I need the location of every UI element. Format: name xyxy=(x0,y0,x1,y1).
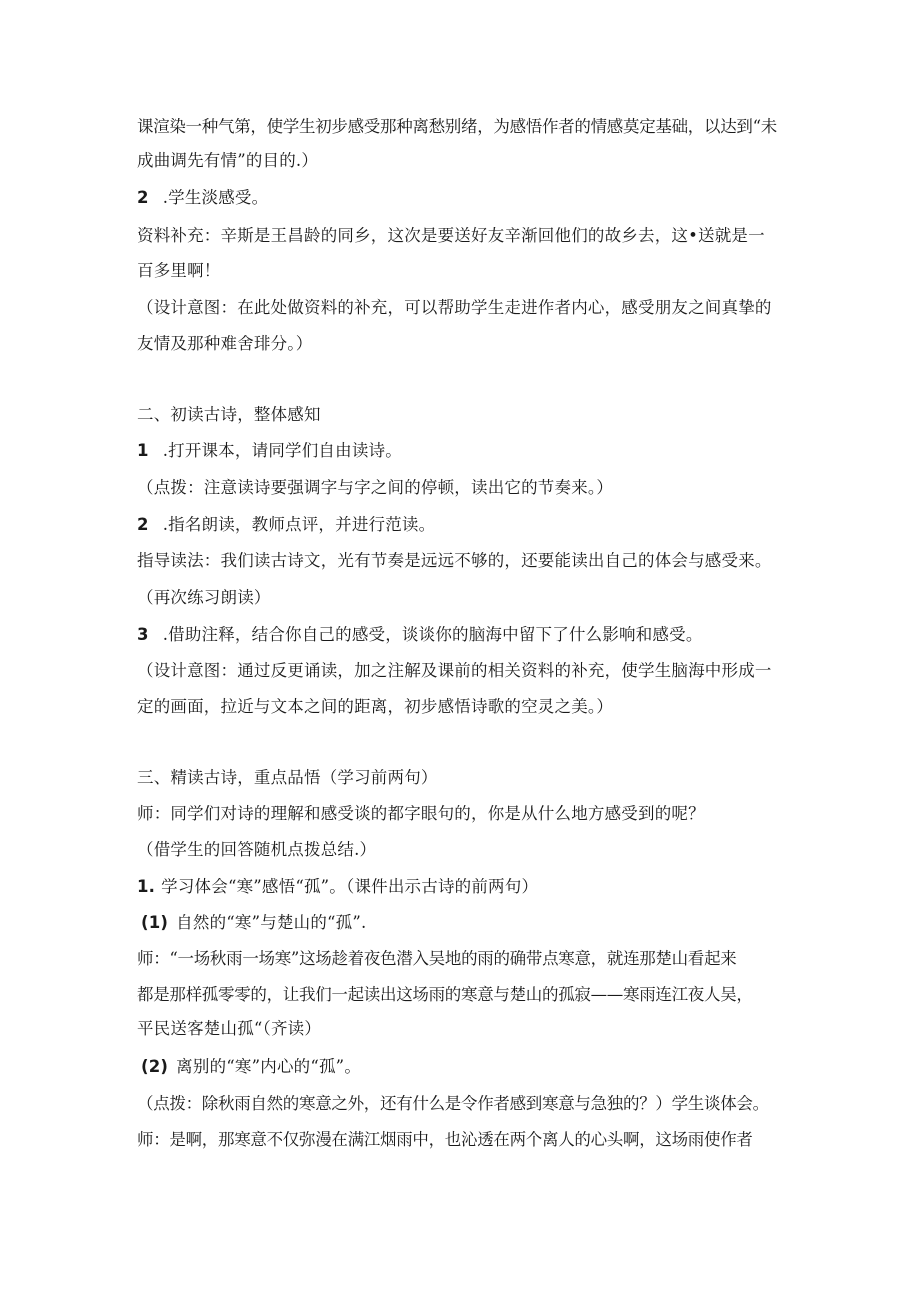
line-text: 师：同学们对诗的理解和感受谈的都字眼句的，你是从什么地方感受到的呢？ xyxy=(137,804,705,823)
paragraph-line xyxy=(137,333,817,355)
paragraph-line xyxy=(137,1093,817,1115)
line-text: 平民送客楚山孤“（齐读） xyxy=(137,1019,322,1038)
item-number: 3 xyxy=(137,625,149,644)
paragraph-line xyxy=(137,948,817,970)
paragraph-line xyxy=(137,984,817,1006)
line-text: 百多里啊！ xyxy=(137,261,221,280)
item-number: 1 xyxy=(137,441,149,460)
paragraph-line xyxy=(137,225,817,247)
sub-item xyxy=(137,912,817,934)
line-text: （借学生的回答随机点拨总结.） xyxy=(137,840,377,859)
numbered-item xyxy=(137,187,817,209)
line-text: 师：“一场秋雨一场寒”这场趁着夜色潜入吴地的雨的确带点寒意，就连那楚山看起来 xyxy=(137,949,737,968)
paragraph-line xyxy=(137,587,817,609)
paragraph-line xyxy=(137,839,817,861)
paragraph-line xyxy=(137,297,817,319)
heading-text: 二、初读古诗，整体感知 xyxy=(137,405,321,424)
numbered-item xyxy=(137,514,817,536)
line-text: （点拨：除秋雨自然的寒意之外，还有什么是令作者感到寒意与急独的？）学生谈体会。 xyxy=(137,1094,769,1113)
line-text: （设计意图：在此处做资料的补充，可以帮助学生走进作者内心，感受朋友之间真挚的 xyxy=(137,298,772,317)
item-number: 2 xyxy=(137,188,149,207)
heading-text: 三、精读古诗，重点品悟（学习前两句） xyxy=(137,768,438,787)
paragraph-line xyxy=(137,803,817,825)
line-text: 资料补充：辛斯是王昌龄的同乡，这次是要送好友辛渐回他们的故乡去，这•送就是一 xyxy=(137,226,765,245)
paragraph-line xyxy=(137,1018,817,1040)
numbered-item xyxy=(137,624,817,646)
line-text: 师：是啊，那寒意不仅弥漫在满江烟雨中，也沁透在两个离人的心头啊，这场雨使作者 xyxy=(137,1130,753,1149)
sub-item-number: (1) xyxy=(141,913,169,932)
line-text: （点拨：注意读诗要强调字与字之间的停顿，读出它的节奏来。） xyxy=(137,478,614,497)
section-heading xyxy=(137,404,817,426)
sub-item-number: (2) xyxy=(141,1057,169,1076)
line-text: 离别的“寒”内心的“孤”。 xyxy=(176,1057,362,1076)
line-text: .学生淡感受。 xyxy=(162,188,269,207)
line-text: 友情及那种难舍琲分。） xyxy=(137,334,313,353)
sub-item xyxy=(137,1056,817,1078)
paragraph-line xyxy=(137,116,817,138)
numbered-item xyxy=(137,876,817,898)
numbered-item xyxy=(137,440,817,462)
paragraph-line xyxy=(137,477,817,499)
line-text: （再次练习朗读） xyxy=(137,588,271,607)
line-text: 课渲染一种气第，使学生初步感受那种离愁别绪，为感悟作者的情感莫定基础，以达到“未 xyxy=(137,117,777,136)
paragraph-line xyxy=(137,150,817,172)
section-heading xyxy=(137,767,817,789)
paragraph-line xyxy=(137,660,817,682)
paragraph-line xyxy=(137,260,817,282)
line-text: 定的画面，拉近与文本之间的距离，初步感悟诗歌的空灵之美。） xyxy=(137,697,614,716)
line-text: .指名朗读，教师点评，并进行范读。 xyxy=(162,515,436,534)
item-number: 1. xyxy=(137,877,156,896)
paragraph-line xyxy=(137,696,817,718)
line-text: .打开课本，请同学们自由读诗。 xyxy=(162,441,402,460)
line-text: .借助注释，结合你自己的感受，谈谈你的脑海中留下了什么影响和感受。 xyxy=(162,625,703,644)
line-text: 学习体会“寒”感悟“孤”。（课件出示古诗的前两句） xyxy=(161,877,539,896)
paragraph-line xyxy=(137,550,817,572)
line-text: （设计意图：通过反更诵读，加之注解及课前的相关资料的补充，使学生脑海中形成一 xyxy=(137,661,772,680)
line-text: 自然的“寒”与楚山的“孤”. xyxy=(176,913,367,932)
line-text: 都是那样孤零零的，让我们一起读出这场雨的寒意与楚山的孤寂——寒雨连江夜人吴， xyxy=(137,985,753,1004)
paragraph-line xyxy=(137,1129,817,1151)
line-text: 成曲调先有情”的目的.） xyxy=(137,151,319,170)
item-number: 2 xyxy=(137,515,149,534)
line-text: 指导读法：我们读古诗文，光有节奏是远远不够的，还要能读出自己的体会与感受来。 xyxy=(137,551,772,570)
